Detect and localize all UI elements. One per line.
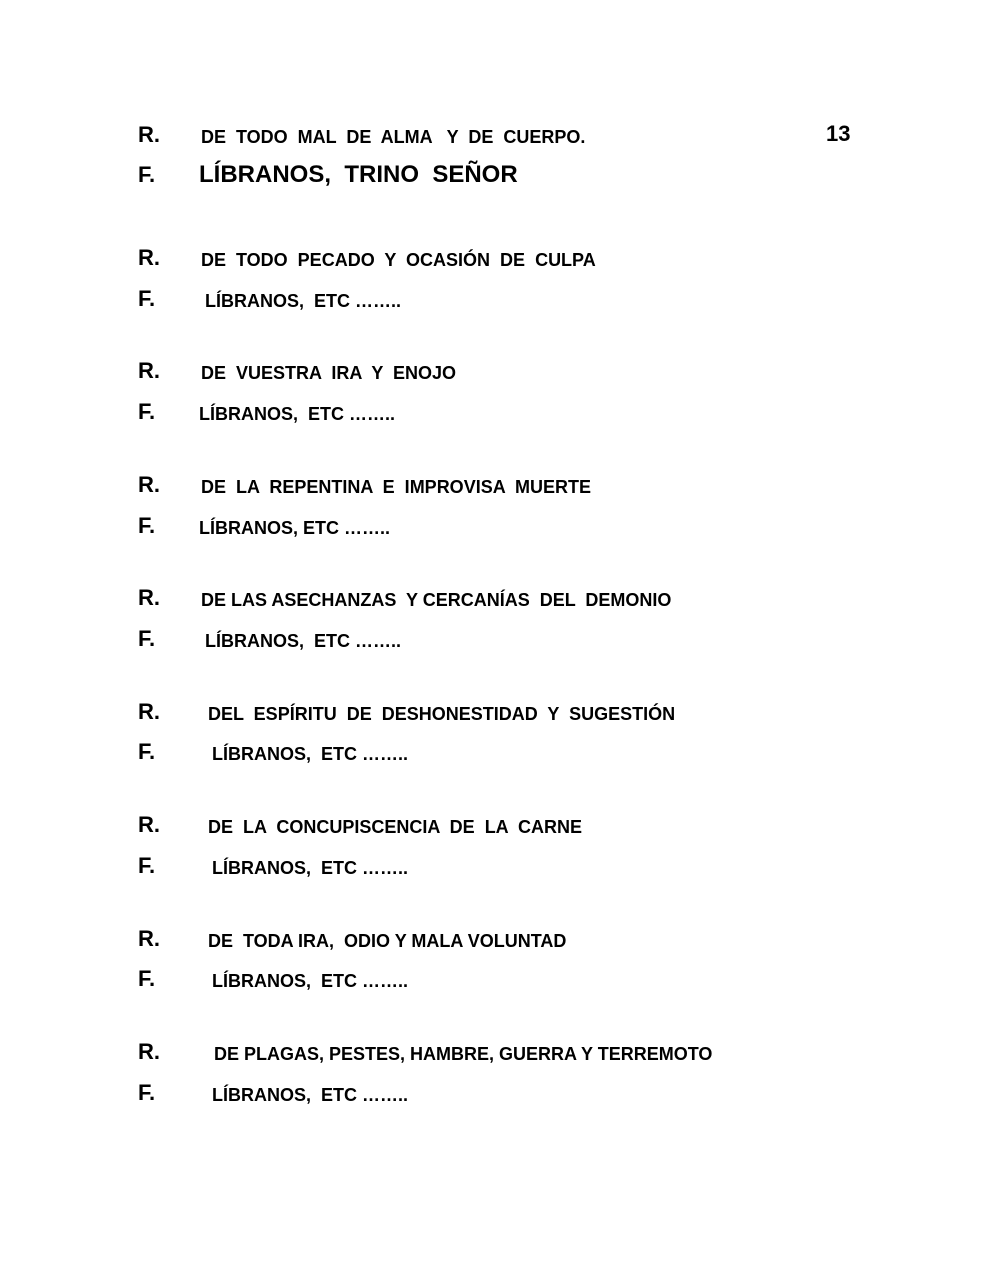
litany-line xyxy=(0,810,990,840)
litany-line xyxy=(0,356,990,386)
response-marker: F. xyxy=(138,1080,156,1105)
response-marker: R. xyxy=(138,472,160,497)
response-marker: R. xyxy=(138,699,160,724)
response-text: LÍBRANOS, ETC …….. xyxy=(199,404,396,424)
response-marker: R. xyxy=(138,926,160,951)
response-marker: R. xyxy=(138,585,160,610)
response-text: LÍBRANOS, TRINO SEÑOR xyxy=(199,161,518,188)
response-text: DE PLAGAS, PESTES, HAMBRE, GUERRA Y TERREMOTO xyxy=(214,1044,713,1064)
response-text: DE VUESTRA IRA Y ENOJO xyxy=(201,363,457,383)
response-marker: F. xyxy=(138,626,156,651)
response-text: LÍBRANOS, ETC …….. xyxy=(205,631,402,651)
response-marker: R. xyxy=(138,122,160,147)
response-text: LÍBRANOS, ETC …….. xyxy=(212,971,409,991)
litany-line xyxy=(0,1037,990,1067)
response-marker: R. xyxy=(138,812,160,837)
litany-line xyxy=(0,1078,990,1108)
litany-line xyxy=(0,583,990,613)
litany-line xyxy=(0,624,990,654)
litany-line xyxy=(0,160,990,190)
response-text: DE LAS ASECHANZAS Y CERCANÍAS DEL DEMONIO xyxy=(201,590,672,610)
response-text: LÍBRANOS, ETC …….. xyxy=(212,858,409,878)
response-marker: F. xyxy=(138,162,156,187)
page-number: 13 xyxy=(826,121,851,146)
response-text: LÍBRANOS, ETC …….. xyxy=(199,518,391,538)
response-text: DEL ESPÍRITU DE DESHONESTIDAD Y SUGESTIÓN xyxy=(208,704,676,724)
response-marker: F. xyxy=(138,966,156,991)
response-marker: R. xyxy=(138,1039,160,1064)
response-marker: F. xyxy=(138,286,156,311)
litany-line xyxy=(0,964,990,994)
response-text: DE LA REPENTINA E IMPROVISA MUERTE xyxy=(201,477,592,497)
response-marker: F. xyxy=(138,513,156,538)
response-marker: F. xyxy=(138,739,156,764)
response-marker: R. xyxy=(138,358,160,383)
litany-line xyxy=(0,284,990,314)
litany-line xyxy=(0,697,990,727)
response-text: LÍBRANOS, ETC …….. xyxy=(212,744,409,764)
response-text: DE TODO MAL DE ALMA Y DE CUERPO. xyxy=(201,127,586,147)
litany-line xyxy=(0,397,990,427)
response-text: DE LA CONCUPISCENCIA DE LA CARNE xyxy=(208,817,583,837)
response-text: LÍBRANOS, ETC …….. xyxy=(212,1085,409,1105)
response-text: LÍBRANOS, ETC …….. xyxy=(205,291,402,311)
litany-line xyxy=(0,243,990,273)
litany-line xyxy=(0,120,990,150)
litany-line xyxy=(0,737,990,767)
response-text: DE TODO PECADO Y OCASIÓN DE CULPA xyxy=(201,250,596,270)
litany-line xyxy=(0,511,990,541)
litany-line xyxy=(0,924,990,954)
litany-line xyxy=(0,470,990,500)
response-marker: R. xyxy=(138,245,160,270)
litany-line xyxy=(0,851,990,881)
response-marker: F. xyxy=(138,853,156,878)
response-text: DE TODA IRA, ODIO Y MALA VOLUNTAD xyxy=(208,931,567,951)
response-marker: F. xyxy=(138,399,156,424)
